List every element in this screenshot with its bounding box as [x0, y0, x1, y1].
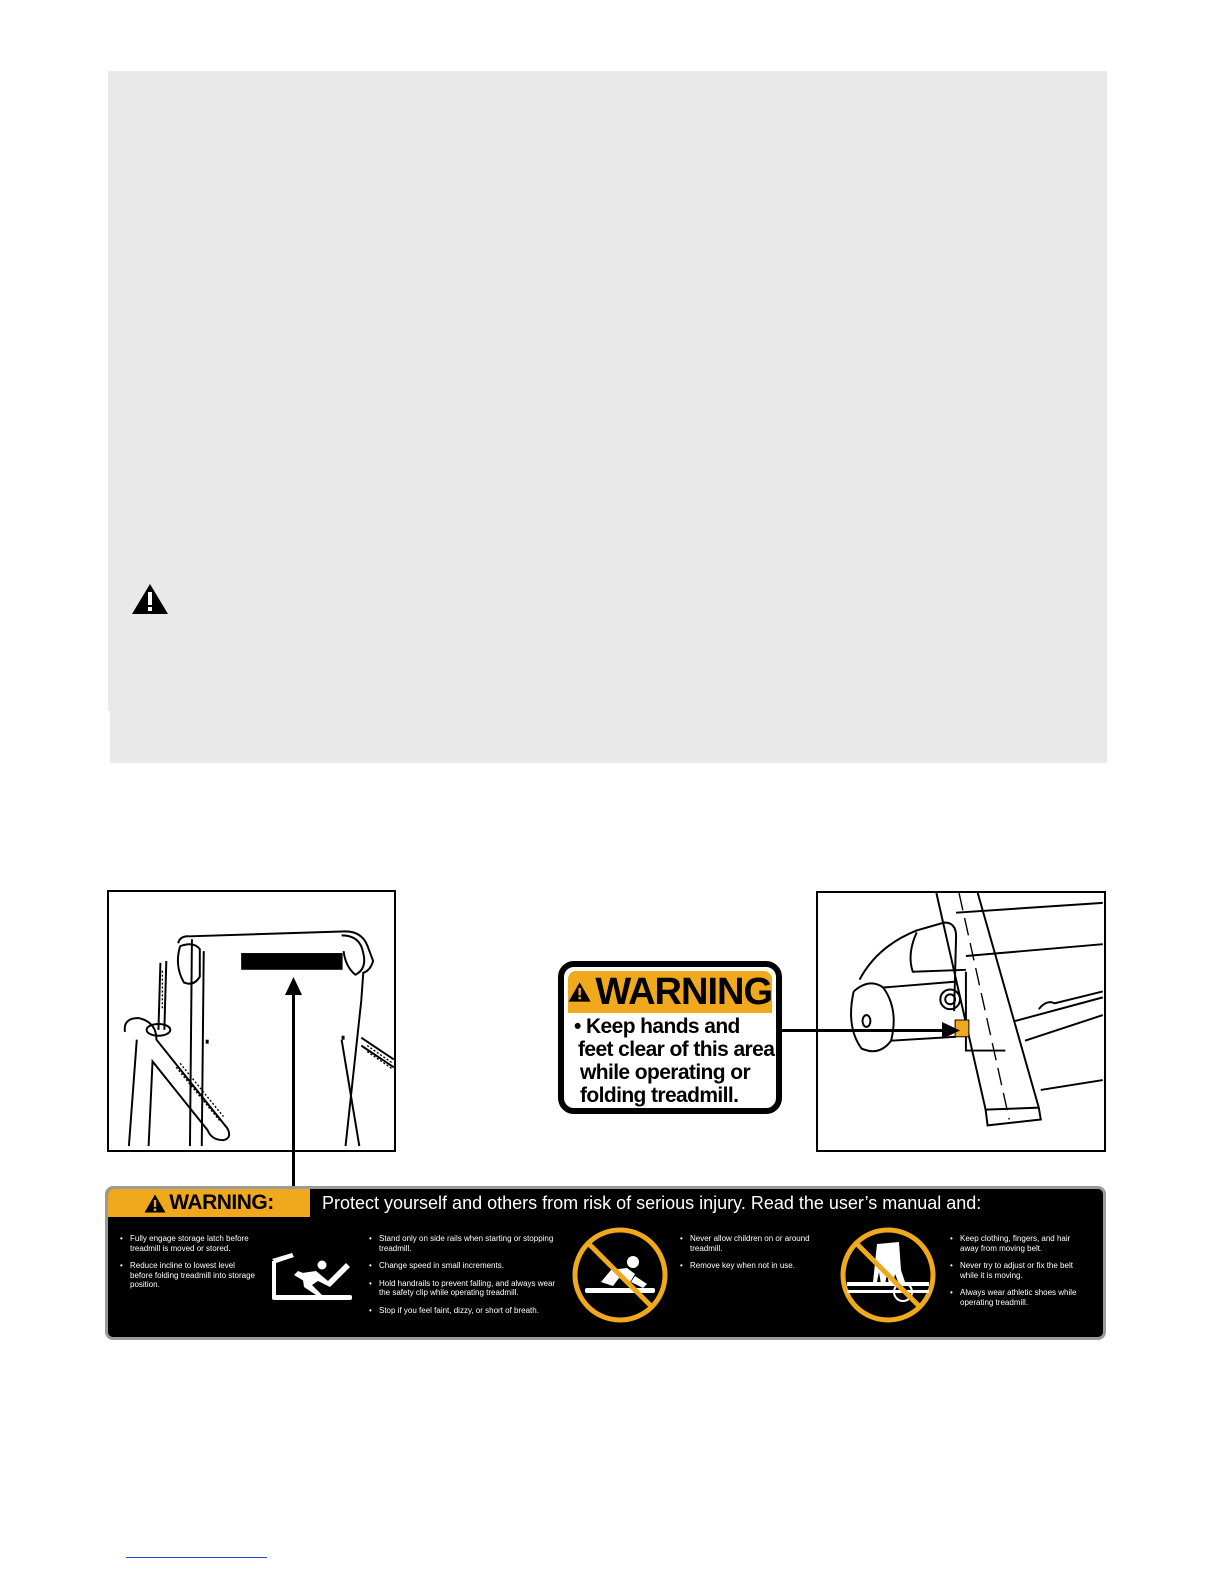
bullet-item: • Reduce incline to lowest level before folding treadmill into storage position.	[120, 1261, 255, 1290]
decal-body-text	[574, 1015, 775, 1107]
decal-line: • Keep hands and	[574, 1015, 740, 1038]
warning-triangle-icon	[131, 583, 169, 615]
footer-link-underline[interactable]	[126, 1557, 267, 1558]
bullet-group-belt	[950, 1234, 1090, 1315]
decal-tag-text: WARNING:	[169, 1191, 274, 1214]
bullet-item: • Remove key when not in use.	[680, 1261, 820, 1271]
decal-tag	[108, 1189, 310, 1217]
no-children-icon	[571, 1226, 669, 1324]
bullet-item: • Stand only on side rails when starting or stopping treadmill.	[369, 1234, 565, 1253]
panel-notch	[108, 711, 110, 763]
gray-notice-panel	[108, 71, 1107, 763]
main-warning-decal	[105, 1186, 1106, 1340]
decal-line: while operating or	[580, 1061, 751, 1084]
decal-headline: Protect yourself and others from risk of serious injury. Read the user’s manual and:	[322, 1193, 982, 1213]
decal-arrow-line	[292, 990, 295, 1187]
no-hands-icon	[839, 1226, 937, 1324]
folded-treadmill-figure	[107, 890, 396, 1152]
bullet-item: • Always wear athletic shoes while operating treadmill.	[950, 1288, 1090, 1307]
treadmill-frame-drawing	[818, 893, 1104, 1150]
bullet-item: • Change speed in small increments.	[369, 1261, 565, 1271]
bullet-item: • Never allow children on or around treadmill.	[680, 1234, 820, 1253]
treadmill-frame-figure	[816, 891, 1106, 1152]
bullet-item: • Hold handrails to prevent falling, and always wear the safety clip while operating treadmill.	[369, 1279, 565, 1298]
decal-arrow-head	[285, 977, 302, 995]
bullet-item: • Never try to adjust or fix the belt while it is moving.	[950, 1261, 1090, 1280]
folded-treadmill-drawing	[109, 892, 394, 1150]
callout-arrow-head	[942, 1022, 960, 1039]
bullet-item: • Keep clothing, fingers, and hair away from moving belt.	[950, 1234, 1090, 1253]
bullet-group-operation	[369, 1234, 565, 1323]
bullet-group-storage	[120, 1234, 255, 1298]
warning-triangle-icon	[568, 977, 591, 1007]
decal-header	[568, 971, 772, 1013]
falling-person-icon	[268, 1251, 358, 1309]
warning-triangle-icon	[144, 1194, 166, 1213]
bullet-item: • Fully engage storage latch before treadmill is moved or stored.	[120, 1234, 255, 1253]
bullet-group-children	[680, 1234, 820, 1279]
decal-line: folding treadmill.	[580, 1084, 739, 1107]
callout-arrow-line	[780, 1029, 950, 1032]
bullet-item: • Stop if you feel faint, dizzy, or short of breath.	[369, 1306, 565, 1316]
keep-clear-warning-decal	[558, 961, 782, 1114]
decal-warning-word: WARNING	[595, 971, 772, 1013]
decal-line: feet clear of this area	[578, 1038, 775, 1061]
